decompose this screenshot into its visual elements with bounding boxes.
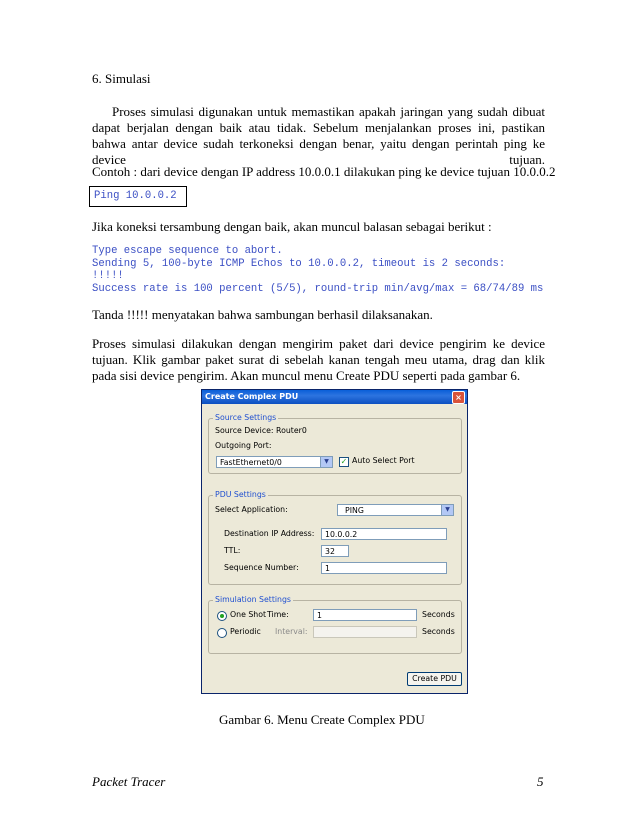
pdu-settings-legend: PDU Settings	[215, 490, 266, 499]
outgoing-port-select[interactable]	[216, 456, 333, 468]
ping-command-box: Ping 10.0.0.2	[89, 186, 187, 207]
one-shot-label: One Shot	[230, 610, 267, 619]
section-heading: 6. Simulasi	[92, 71, 151, 86]
destination-ip-label: Destination IP Address:	[224, 529, 315, 538]
time-label: Time:	[267, 610, 289, 619]
page-number: 5	[537, 774, 544, 789]
auto-select-port-checkbox[interactable]: ✓	[340, 457, 348, 466]
example-paragraph: Contoh : dari device dengan IP address 10.0.0.1 dilakukan ping ke device tujuan 10.0.0.2	[92, 164, 556, 179]
chevron-down-icon[interactable]: ▼	[320, 457, 332, 467]
select-application-label: Select Application:	[215, 505, 288, 514]
time-input[interactable]: 1	[313, 609, 417, 621]
one-shot-radio[interactable]	[217, 611, 227, 621]
periodic-radio[interactable]	[217, 628, 227, 638]
success-note-paragraph: Tanda !!!!! menyatakan bahwa sambungan berhasil dilaksanakan.	[92, 307, 433, 322]
interval-input[interactable]	[313, 626, 417, 638]
destination-ip-input[interactable]: 10.0.0.2	[321, 528, 447, 540]
outgoing-port-label: Outgoing Port:	[215, 441, 272, 450]
ping-output	[92, 245, 543, 295]
sequence-number-label: Sequence Number:	[224, 563, 299, 572]
outgoing-port-value: FastEthernet0/0	[220, 458, 282, 467]
intro-paragraph: Proses simulasi digunakan untuk memastikan apakah jaringan yang sudah dibuat dapat berjalan dengan baik atau tidak. Sebelum menjalankan proses ini, pastikan bahwa antar device sudah terkoneksi dengan benar, yaitu dengan perintah ping ke device tujuan.	[92, 104, 545, 167]
create-complex-pdu-dialog	[201, 389, 468, 694]
pdu-settings-group	[208, 490, 462, 585]
simulation-settings-group	[208, 595, 462, 654]
dialog-titlebar	[202, 390, 467, 404]
simulation-settings-legend: Simulation Settings	[215, 595, 291, 604]
ping-output-line: Type escape sequence to abort.	[92, 245, 283, 257]
ttl-input[interactable]: 32	[321, 545, 349, 557]
procedure-paragraph: Proses simulasi dilakukan dengan mengirim paket dari device pengirim ke device tujuan. Klik gambar paket surat di sebelah kanan tengah meu utama, drag dan klik pada sisi device pengirim. Akan muncul menu Create PDU seperti pada gambar 6.	[92, 336, 545, 383]
ping-output-line: Sending 5, 100-byte ICMP Echos to 10.0.0.2, timeout is 2 seconds:	[92, 257, 506, 270]
create-pdu-button[interactable]: Create PDU	[407, 672, 462, 686]
select-application-value: PING	[345, 506, 364, 515]
interval-label: Interval:	[275, 627, 308, 636]
footer-title: Packet Tracer	[92, 774, 166, 789]
periodic-label: Periodic	[230, 627, 261, 636]
ping-output-line: Success rate is 100 percent (5/5), round-trip min/avg/max = 68/74/89 ms	[92, 282, 544, 295]
reply-intro-paragraph: Jika koneksi tersambung dengan baik, akan muncul balasan sebagai berikut :	[92, 219, 492, 234]
interval-unit-label: Seconds	[422, 627, 455, 636]
source-settings-legend: Source Settings	[215, 413, 277, 422]
auto-select-port-label: Auto Select Port	[352, 456, 415, 465]
sequence-number-input[interactable]: 1	[321, 562, 447, 574]
chevron-down-icon[interactable]: ▼	[441, 505, 453, 515]
ping-output-line: !!!!!	[92, 270, 124, 282]
source-settings-group	[208, 413, 462, 474]
select-application-select[interactable]	[337, 504, 454, 516]
source-device-label: Source Device: Router0	[215, 426, 307, 435]
figure-caption: Gambar 6. Menu Create Complex PDU	[219, 712, 425, 727]
close-icon[interactable]: ×	[452, 391, 465, 404]
ttl-label: TTL:	[224, 546, 241, 555]
time-unit-label: Seconds	[422, 610, 455, 619]
dialog-title: Create Complex PDU	[205, 392, 299, 401]
